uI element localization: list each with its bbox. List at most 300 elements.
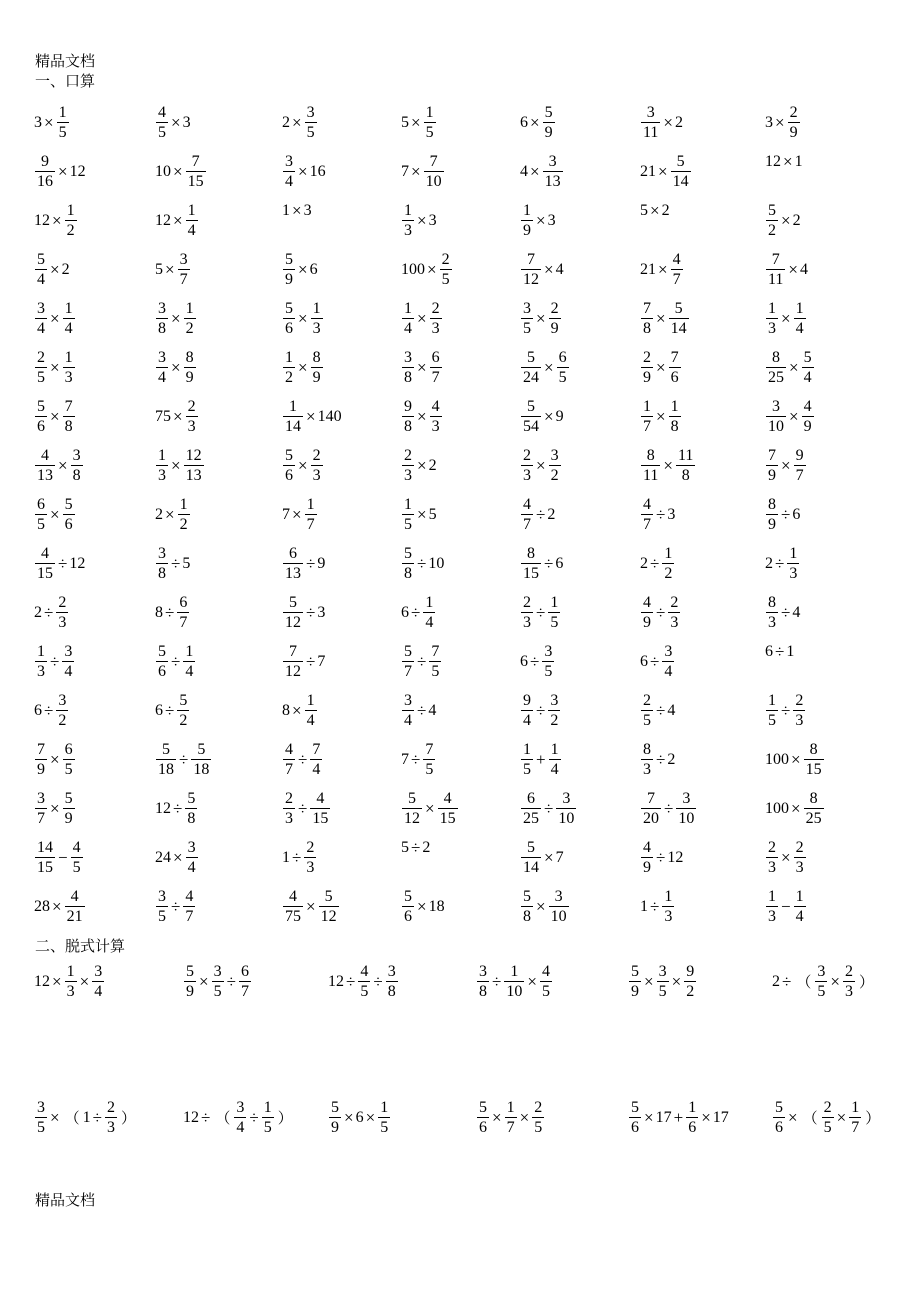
numerator: 3: [158, 300, 166, 317]
number: 17: [655, 1108, 672, 1126]
denominator: 5: [643, 712, 651, 729]
numerator: 3: [562, 790, 571, 807]
operator: ×: [52, 210, 62, 230]
denominator: 15: [37, 565, 53, 582]
numerator: 1: [643, 398, 651, 415]
denominator: 4: [236, 1119, 245, 1136]
number: 18: [428, 897, 445, 915]
fraction: [186, 838, 198, 877]
operator: ×: [788, 1107, 798, 1127]
math-problem: [640, 299, 690, 338]
number: 12: [34, 211, 50, 229]
fraction: [402, 299, 414, 338]
number: 3: [34, 113, 42, 131]
numerator: 1: [789, 545, 798, 562]
operator: ×: [644, 971, 654, 991]
numerator: 2: [187, 398, 196, 415]
fraction: [676, 789, 696, 828]
denominator: 6: [64, 516, 73, 533]
operator: ×: [298, 357, 308, 377]
math-problem: [34, 593, 69, 632]
denominator: 8: [676, 465, 695, 485]
operator: ×: [783, 152, 793, 171]
number: 2: [772, 972, 780, 990]
numerator: 4: [360, 963, 369, 980]
operator: ×: [836, 1107, 847, 1127]
math-problem: [520, 642, 555, 681]
denominator: 7: [240, 983, 249, 1000]
fraction: [521, 250, 541, 289]
fraction: [63, 299, 75, 338]
operator: ×: [536, 896, 546, 916]
numerator: 1: [187, 202, 196, 219]
fraction: [477, 962, 489, 1001]
denominator: 3: [158, 467, 166, 484]
fraction: [186, 397, 198, 436]
fraction: [671, 250, 683, 289]
numerator: 2: [844, 963, 853, 980]
numerator: 3: [548, 153, 557, 170]
denominator: 9: [643, 614, 651, 631]
operator: ×: [417, 504, 427, 524]
numerator: 3: [404, 349, 412, 366]
fraction: [156, 887, 168, 926]
numerator: 7: [64, 398, 73, 415]
denominator: 5: [550, 614, 559, 631]
numerator: 2: [404, 447, 412, 464]
denominator: 3: [37, 663, 45, 680]
numerator: 4: [541, 963, 550, 980]
fraction: [802, 397, 814, 436]
fraction: [156, 299, 168, 338]
math-problem: [401, 544, 444, 583]
numerator: 7: [647, 790, 655, 807]
numerator: 4: [431, 398, 440, 415]
operator: ÷: [171, 651, 181, 671]
operator: ×: [417, 357, 427, 377]
numerator: 4: [643, 496, 651, 513]
denominator: 5: [72, 859, 81, 876]
math-problem: [520, 397, 564, 436]
operator: ×: [58, 455, 68, 475]
fraction: [184, 962, 196, 1001]
number: 100: [765, 799, 789, 817]
number: 4: [428, 701, 437, 719]
math-problem: [155, 838, 199, 877]
fraction: [641, 103, 660, 142]
math-problem: [328, 962, 399, 1001]
operator: ÷: [44, 700, 54, 720]
denominator: 3: [285, 810, 293, 827]
math-problem: [401, 789, 459, 828]
operator: ×: [671, 971, 682, 991]
denominator: 3: [768, 908, 776, 925]
numerator: 4: [185, 888, 194, 905]
numerator: 1: [158, 447, 166, 464]
numerator: 5: [523, 888, 531, 905]
numerator: 1: [664, 545, 673, 562]
fraction: [184, 348, 196, 387]
fraction: [62, 642, 74, 681]
math-problem: [401, 299, 443, 338]
math-problem: [640, 740, 675, 779]
numerator: 1: [179, 496, 188, 513]
denominator: 5: [213, 983, 222, 1000]
fraction: [402, 887, 414, 926]
fraction: [686, 1098, 698, 1137]
numerator: 4: [41, 447, 49, 464]
denominator: 2: [185, 320, 194, 337]
fraction: [423, 593, 435, 632]
fraction: [766, 250, 785, 289]
number: 7: [401, 162, 409, 180]
fraction: [543, 103, 555, 142]
number: 12: [69, 162, 86, 180]
number: 17: [712, 1108, 729, 1126]
fraction: [521, 740, 533, 779]
operator: ÷: [165, 700, 175, 720]
fraction: [684, 962, 696, 1001]
number: 6: [765, 643, 773, 660]
fraction: [402, 201, 414, 240]
math-problem: [476, 1098, 545, 1137]
denominator: 75: [285, 908, 301, 925]
operator: ÷: [544, 553, 554, 573]
fraction: [669, 299, 689, 338]
numerator: 3: [658, 963, 667, 980]
denominator: 3: [404, 222, 412, 239]
math-problem: [34, 691, 69, 730]
math-problem: [640, 348, 682, 387]
fraction: [676, 446, 695, 485]
denominator: 8: [479, 983, 487, 1000]
numerator: 6: [431, 349, 440, 366]
math-problem: [34, 103, 70, 142]
math-problem: [34, 250, 70, 289]
denominator: 4: [550, 761, 559, 778]
number: 5: [640, 202, 648, 219]
numerator: 3: [772, 398, 780, 415]
numerator: 3: [37, 1099, 45, 1116]
math-problem: [640, 544, 675, 583]
fraction: [822, 1098, 834, 1137]
fraction: [440, 250, 452, 289]
operator: ÷: [656, 847, 666, 867]
math-problem: [282, 789, 331, 828]
operator: ×: [789, 406, 799, 426]
numerator: 11: [678, 447, 694, 464]
fraction: [283, 789, 295, 828]
math-problem: [282, 201, 312, 221]
numerator: 1: [795, 300, 804, 317]
denominator: 14: [672, 173, 689, 190]
fraction: [184, 446, 204, 485]
math-problem: [401, 152, 445, 191]
math-problem: [183, 1098, 296, 1137]
operator: ×: [544, 357, 554, 377]
operator: ×: [530, 161, 540, 181]
operator: ÷: [781, 602, 791, 622]
denominator: 5: [37, 369, 45, 386]
denominator: 25: [768, 369, 784, 386]
math-problem: [282, 103, 318, 142]
math-problem: [401, 691, 436, 730]
fraction: [504, 962, 524, 1001]
numerator: 5: [803, 349, 812, 366]
denominator: 8: [404, 418, 412, 435]
math-problem: [765, 397, 815, 436]
denominator: 14: [523, 859, 539, 876]
operator: ×: [663, 455, 673, 475]
number: 100: [401, 260, 425, 278]
number: 7: [401, 750, 409, 768]
denominator: 9: [544, 124, 553, 141]
operator: ×: [58, 161, 68, 181]
operator: ×: [663, 112, 673, 132]
numerator: 3: [306, 104, 315, 121]
operator: ÷: [656, 602, 666, 622]
operator: ×: [292, 700, 302, 720]
number: 2: [155, 505, 163, 523]
numerator: 1: [768, 300, 776, 317]
operator: ×: [519, 1107, 530, 1127]
fraction: [641, 397, 653, 436]
fraction: [35, 348, 47, 387]
math-problem: [640, 642, 675, 681]
denominator: 18: [193, 761, 210, 778]
math-problem: [520, 691, 561, 730]
numerator: 1: [795, 888, 804, 905]
numerator: 8: [527, 545, 535, 562]
denominator: 3: [795, 712, 804, 729]
numerator: 1: [380, 1099, 389, 1116]
operator: ÷: [530, 651, 540, 671]
numerator: 5: [37, 251, 45, 268]
operator: ×: [544, 259, 554, 279]
math-problem: [155, 201, 199, 240]
math-problem: [155, 152, 207, 191]
number: 21: [640, 162, 656, 180]
fraction: [178, 495, 190, 534]
fraction: [505, 1098, 517, 1137]
fraction: [521, 299, 533, 338]
math-problem: [282, 152, 326, 191]
denominator: 4: [185, 663, 194, 680]
numerator: 3: [72, 447, 81, 464]
numerator: 1: [404, 300, 412, 317]
fraction: [56, 593, 68, 632]
denominator: 5: [37, 1119, 45, 1136]
math-problem: [765, 446, 807, 485]
math-problem: [282, 250, 318, 289]
fraction: [283, 740, 295, 779]
numerator: 5: [197, 741, 206, 758]
numerator: 1: [404, 202, 412, 219]
fraction: [521, 838, 541, 877]
math-problem: [640, 495, 675, 534]
math-problem: [640, 397, 682, 436]
fraction: [662, 887, 674, 926]
denominator: 9: [64, 810, 73, 827]
number: 5: [428, 505, 437, 523]
math-problem: [282, 593, 325, 632]
denominator: 5: [431, 663, 440, 680]
fraction: [815, 962, 827, 1001]
fraction: [766, 495, 778, 534]
fraction: [438, 789, 458, 828]
denominator: 3: [789, 565, 798, 582]
denominator: 16: [37, 173, 53, 190]
denominator: 15: [187, 173, 204, 190]
denominator: 8: [404, 565, 412, 582]
numerator: 3: [37, 300, 45, 317]
number: 6: [520, 113, 528, 131]
fraction: [548, 593, 560, 632]
number: 21: [640, 260, 656, 278]
fraction: [311, 446, 323, 485]
math-problem: [640, 593, 681, 632]
operator: ÷: [50, 651, 60, 671]
operator: ÷: [492, 971, 502, 991]
denominator: 9: [768, 467, 776, 484]
operator: ÷: [536, 700, 546, 720]
denominator: 7: [285, 761, 293, 778]
fraction: [35, 838, 55, 877]
math-problem: [520, 446, 562, 485]
operator: ÷: [249, 1107, 259, 1127]
denominator: 12: [285, 614, 301, 631]
operator: ×: [775, 112, 785, 132]
operator: ×: [789, 357, 799, 377]
numerator: 3: [387, 963, 396, 980]
fraction: [386, 962, 398, 1001]
math-problem: [328, 1098, 391, 1137]
fraction: [521, 789, 541, 828]
denominator: 6: [775, 1119, 783, 1136]
operator: ×: [50, 749, 60, 769]
denominator: 4: [64, 320, 73, 337]
parenthesis: （: [802, 1111, 818, 1127]
denominator: 4: [94, 983, 103, 1000]
operator: ×: [492, 1107, 502, 1127]
math-problem: [34, 544, 85, 583]
fraction: [283, 397, 303, 436]
math-problem: [183, 962, 252, 1001]
numerator: 1: [64, 300, 73, 317]
denominator: 2: [664, 565, 673, 582]
math-problem: [765, 201, 801, 240]
operator: ÷: [417, 700, 427, 720]
math-problem: [640, 103, 683, 142]
number: 10: [155, 162, 171, 180]
denominator: 13: [37, 467, 53, 484]
fraction: [549, 887, 569, 926]
number: 6: [792, 505, 801, 523]
number: 6: [555, 554, 564, 572]
denominator: 3: [404, 467, 412, 484]
math-problem: [765, 691, 806, 730]
numerator: 1: [64, 349, 73, 366]
fraction: [766, 201, 778, 240]
math-problem: [155, 250, 191, 289]
denominator: 3: [768, 320, 776, 337]
fraction: [766, 348, 786, 387]
operator: ÷: [201, 1107, 211, 1127]
numerator: 3: [817, 963, 826, 980]
denominator: 3: [844, 983, 853, 1000]
denominator: 5: [817, 983, 826, 1000]
operator: ÷: [44, 602, 54, 622]
operator: ×: [52, 971, 62, 991]
fraction: [540, 962, 552, 1001]
numerator: 7: [425, 741, 434, 758]
numerator: 1: [550, 594, 559, 611]
math-problem: [640, 152, 692, 191]
number: 7: [282, 505, 290, 523]
numerator: 5: [527, 839, 535, 856]
denominator: 7: [643, 516, 651, 533]
operator: ÷: [417, 651, 427, 671]
denominator: 25: [523, 810, 539, 827]
operator: ×: [79, 971, 90, 991]
denominator: 3: [664, 908, 673, 925]
fraction: [234, 1098, 246, 1137]
operator: ×: [544, 406, 554, 426]
math-problem: [155, 740, 212, 779]
denominator: 15: [523, 565, 539, 582]
operator: ×: [411, 161, 421, 181]
numerator: 2: [285, 790, 293, 807]
denominator: 3: [431, 320, 440, 337]
math-problem: [520, 348, 570, 387]
denominator: 3: [768, 614, 776, 631]
operator: ×: [298, 161, 308, 181]
math-problem: [155, 887, 196, 926]
operator: ÷: [650, 651, 660, 671]
numerator: 5: [179, 692, 188, 709]
numerator: 5: [631, 1099, 639, 1116]
fraction: [669, 348, 681, 387]
numerator: 7: [527, 251, 535, 268]
fraction: [549, 740, 561, 779]
operator: ×: [536, 308, 546, 328]
numerator: 1: [670, 398, 679, 415]
number: 12: [328, 972, 344, 990]
number: 2: [422, 839, 431, 856]
operator: ×: [50, 357, 60, 377]
operator: ÷: [536, 504, 546, 524]
math-problem: [34, 299, 76, 338]
math-problem: [155, 593, 190, 632]
fraction: [283, 152, 295, 191]
fraction: [424, 103, 436, 142]
numerator: 7: [670, 349, 679, 366]
watermark-bottom: 精品文档: [35, 1193, 96, 1209]
operator: ×: [298, 455, 308, 475]
numerator: 3: [158, 349, 166, 366]
numerator: 5: [324, 888, 333, 905]
operator: ×: [173, 847, 183, 867]
operator: ×: [791, 749, 801, 769]
operator: ×: [544, 847, 554, 867]
numerator: 1: [688, 1099, 697, 1116]
numerator: 4: [643, 594, 651, 611]
operator: ×: [650, 201, 660, 220]
numerator: 5: [187, 790, 196, 807]
fraction: [63, 348, 75, 387]
numerator: 2: [795, 839, 804, 856]
operator: ×: [425, 798, 435, 818]
